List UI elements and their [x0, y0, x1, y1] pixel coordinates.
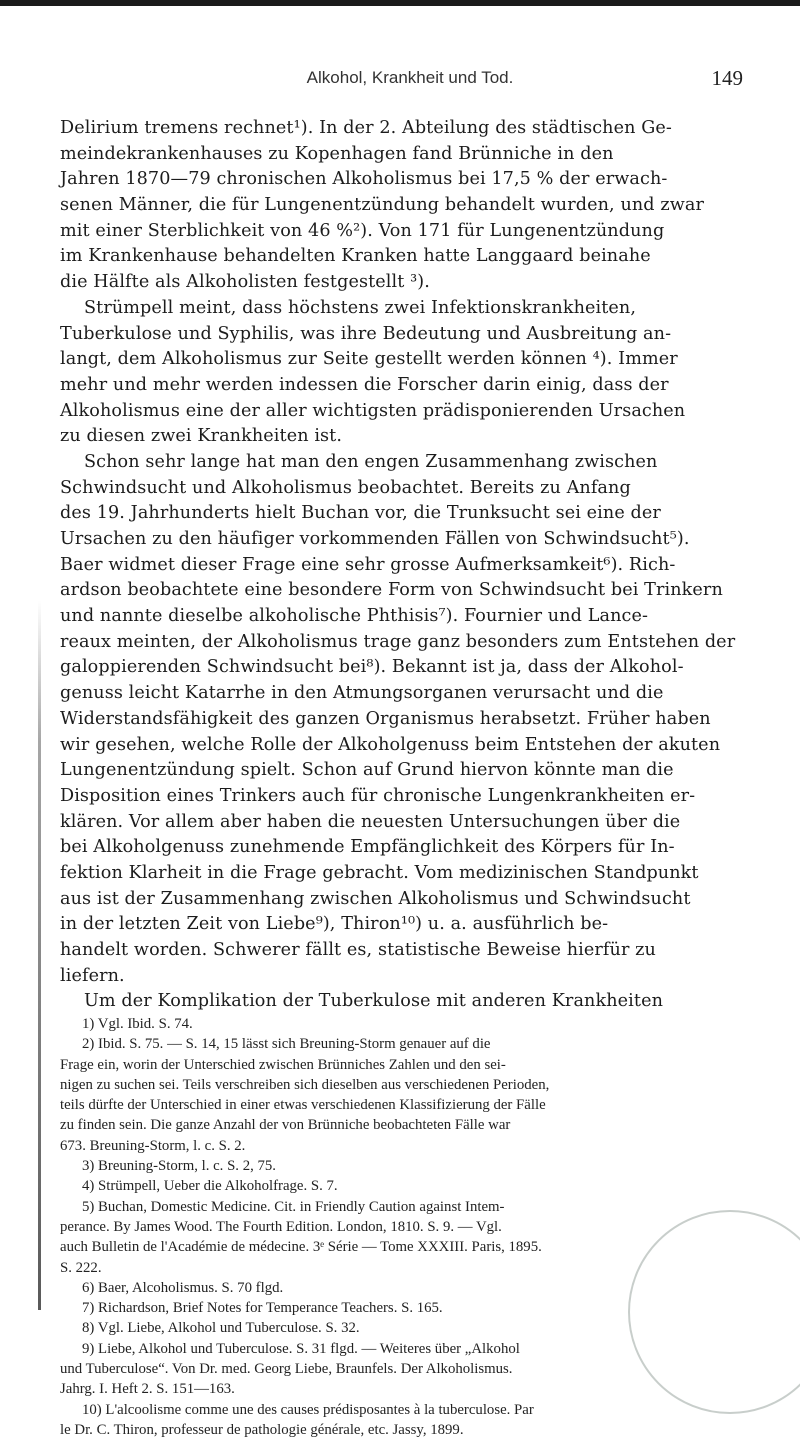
binding-shadow — [38, 600, 41, 1310]
footnote-line: zu finden sein. Die ganze Anzahl der von Brünniche beobachteten Fälle war — [60, 1117, 511, 1134]
footnote-line: 9) Liebe, Alkohol und Tuberculose. S. 31 flgd. — Weiteres über „Alkohol — [82, 1340, 520, 1357]
main-text — [60, 116, 748, 1015]
text-line: langt, dem Alkoholismus zur Seite gestellt werden können ⁴). Immer — [60, 349, 678, 370]
text-line: des 19. Jahrhunderts hielt Buchan vor, die Trunksucht sei eine der — [60, 503, 661, 524]
footnote-line: 1) Vgl. Ibid. S. 74. — [82, 1016, 193, 1032]
footnote-line: 6) Baer, Alcoholismus. S. 70 flgd. — [82, 1279, 284, 1296]
text-line: Delirium tremens rechnet¹). In der 2. Abteilung des städtischen Ge- — [60, 118, 672, 138]
footnote-line: auch Bulletin de l'Académie de médecine. 3ᵉ Série — Tome XXXIII. Paris, 1895. — [60, 1239, 542, 1256]
text-line: aus ist der Zusammenhang zwischen Alkoholismus und Schwindsucht — [60, 888, 691, 909]
footnote-line: 5) Buchan, Domestic Medicine. Cit. in Friendly Caution against Intem- — [82, 1198, 505, 1215]
text-line: zu diesen zwei Krankheiten ist. — [60, 426, 343, 447]
footnote-line: teils dürfte der Unterschied in einer etwas verschiedenen Klassifizierung der Fälle — [60, 1097, 546, 1114]
footnote-line: 3) Breuning-Storm, l. c. S. 2, 75. — [82, 1158, 276, 1175]
text-line: Tuberkulose und Syphilis, was ihre Bedeutung und Ausbreitung an- — [60, 323, 672, 344]
running-title: Alkohol, Krankheit und Tod. — [306, 68, 514, 87]
text-line: in der letzten Zeit von Liebe⁹), Thiron¹⁰) u. a. ausführlich be- — [60, 914, 609, 935]
text-line: ardson beobachtete eine besondere Form von Schwindsucht bei Trinkern — [60, 580, 723, 601]
footnote-line: 10) L'alcoolisme comme une des causes prédisposantes à la tuberculose. Par — [82, 1401, 534, 1418]
footnote-line: Jahrg. I. Heft 2. S. 151—163. — [60, 1381, 235, 1398]
page-number: 149 — [711, 66, 743, 90]
text-line: Alkoholismus eine der aller wichtigsten prädisponierenden Ursachen — [60, 400, 686, 421]
footnote-line: 8) Vgl. Liebe, Alkohol und Tuberculose. S. 32. — [82, 1320, 360, 1337]
text-line: Baer widmet dieser Frage eine sehr grosse Aufmerksamkeit⁶). Rich- — [60, 554, 676, 575]
footnotes — [60, 1014, 750, 1440]
footnote-line: 4) Strümpell, Ueber die Alkoholfrage. S. 7. — [82, 1178, 338, 1195]
footnote-line: le Dr. C. Thiron, professeur de pathologie générale, etc. Jassy, 1899. — [60, 1421, 464, 1438]
text-line: Schwindsucht und Alkoholismus beobachtet. Bereits zu Anfang — [60, 477, 631, 498]
text-line: senen Männer, die für Lungenentzündung behandelt wurden, und zwar — [60, 195, 704, 216]
text-line: mit einer Sterblichkeit von 46 %²). Von 171 für Lungenentzündung — [60, 220, 665, 241]
text-line: im Krankenhause behandelten Kranken hatte Langgaard beinahe — [60, 246, 651, 267]
footnote-line: perance. By James Wood. The Fourth Edition. London, 1810. S. 9. — Vgl. — [60, 1218, 502, 1235]
text-line: galoppierenden Schwindsucht bei⁸). Bekannt ist ja, dass der Alkohol- — [60, 657, 684, 678]
text-line: liefern. — [60, 965, 125, 986]
text-line: mehr und mehr werden indessen die Forscher darin einig, dass der — [60, 374, 669, 395]
text-line: genuss leicht Katarrhe in den Atmungsorganen verursacht und die — [60, 683, 664, 704]
text-line: die Hälfte als Alkoholisten festgestellt ³). — [60, 272, 430, 293]
text-line: Disposition eines Trinkers auch für chronische Lungenkrankheiten er- — [60, 785, 696, 806]
text-line: Strümpell meint, dass höchstens zwei Infektionskrankheiten, — [84, 297, 637, 318]
footnote-line: 2) Ibid. S. 75. — S. 14, 15 lässt sich Breuning-Storm genauer auf die — [82, 1036, 491, 1053]
text-line: Schon sehr lange hat man den engen Zusammenhang zwischen — [84, 451, 658, 472]
text-line: Widerstandsfähigkeit des ganzen Organismus herabsetzt. Früher haben — [60, 708, 711, 729]
text-line: wir gesehen, welche Rolle der Alkoholgenuss beim Entstehen der akuten — [60, 734, 721, 755]
text-line: fektion Klarheit in die Frage gebracht. Vom medizinischen Standpunkt — [60, 862, 699, 883]
text-line: reaux meinten, der Alkoholismus trage ganz besonders zum Entstehen der — [60, 631, 736, 652]
text-line: Lungenentzündung spielt. Schon auf Grund hiervon könnte man die — [60, 760, 674, 781]
text-line: Um der Komplikation der Tuberkulose mit anderen Krankheiten — [84, 991, 664, 1012]
footnote-line: 673. Breuning-Storm, l. c. S. 2. — [60, 1137, 246, 1154]
footnote-line: nigen zu suchen sei. Teils verschreiben sich dieselben aus verschiedenen Perioden, — [60, 1076, 550, 1093]
text-line: Ursachen zu den häufiger vorkommenden Fällen von Schwindsucht⁵). — [60, 529, 690, 549]
footnote-line: Frage ein, worin der Unterschied zwischen Brünniches Zahlen und den sei- — [60, 1056, 506, 1073]
text-line: handelt worden. Schwerer fällt es, statistische Beweise hierfür zu — [60, 940, 656, 960]
footnote-line: 7) Richardson, Brief Notes for Temperance Teachers. S. 165. — [82, 1300, 443, 1317]
footnote-line: und Tuberculose“. Von Dr. med. Georg Liebe, Braunfels. Der Alkoholismus. — [60, 1361, 513, 1378]
text-line: bei Alkoholgenuss zunehmende Empfänglichkeit des Körpers für In- — [60, 837, 675, 858]
text-line: und nannte dieselbe alkoholische Phthisis⁷). Fournier und Lance- — [60, 606, 649, 627]
text-line: klären. Vor allem aber haben die neuesten Untersuchungen über die — [60, 811, 681, 832]
text-line: Jahren 1870—79 chronischen Alkoholismus bei 17,5 % der erwach- — [60, 169, 668, 190]
top-border-rule — [0, 0, 800, 6]
footnote-line: S. 222. — [60, 1259, 102, 1276]
text-line: meindekrankenhauses zu Kopenhagen fand Brünniche in den — [60, 143, 614, 164]
